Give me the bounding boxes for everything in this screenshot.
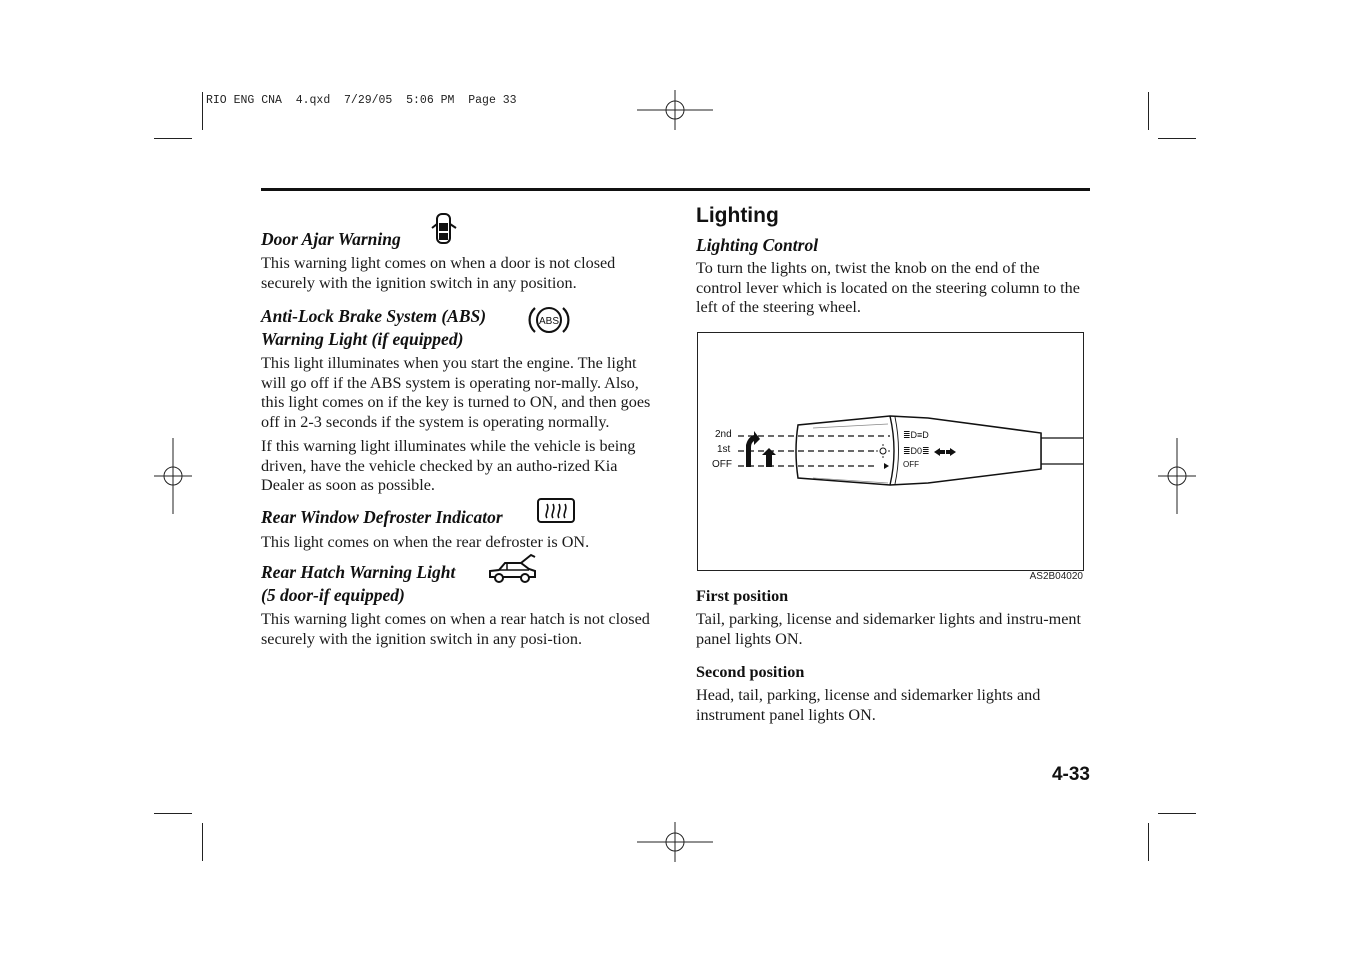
abs-section <box>261 305 656 496</box>
svg-text:≣D0≣: ≣D0≣ <box>903 446 930 456</box>
lighting-control-heading: Lighting Control <box>696 235 819 255</box>
printer-slug: RIO ENG CNA 4.qxd 7/29/05 5:06 PM Page 33 <box>206 94 517 107</box>
figure-code: AS2B04020 <box>1029 571 1083 582</box>
position-label-2nd: 2nd <box>715 429 732 440</box>
abs-icon <box>527 303 571 337</box>
rear-hatch-section <box>261 561 656 649</box>
rear-hatch-body: This warning light comes on when a rear hatch is not closed securely with the ignition switch in any posi-tion. <box>261 610 650 648</box>
defroster-section <box>261 506 656 553</box>
lighting-switch-illustration <box>698 333 1083 570</box>
switch-off-label: OFF <box>903 460 919 469</box>
door-ajar-body: This warning light comes on when a door is not closed securely with the ignition switch in any position. <box>261 254 616 292</box>
abs-heading-line2: Warning Light (if equipped) <box>261 329 464 349</box>
left-column <box>261 208 656 654</box>
page-number: 4-33 <box>1051 764 1090 785</box>
rear-hatch-icon <box>487 553 539 585</box>
defroster-body: This light comes on when the rear defroster is ON. <box>261 532 590 551</box>
rear-hatch-heading-line2: (5 door-if equipped) <box>261 585 405 605</box>
lighting-title: Lighting <box>696 204 779 227</box>
positions-section <box>696 586 1086 730</box>
first-position-heading: First position <box>696 587 789 605</box>
svg-text:≣D≡D: ≣D≡D <box>903 430 929 440</box>
defroster-heading: Rear Window Defroster Indicator <box>261 506 503 527</box>
second-position-heading: Second position <box>696 663 805 681</box>
abs-icon-text: ABS <box>538 316 560 327</box>
position-label-off: OFF <box>712 459 732 470</box>
header-rule <box>261 188 1090 191</box>
abs-body-1: This light illuminates when you start the engine. The light will go off if the ABS system is operating nor-mally. Also, this light comes on if the key is turned to ON, and then goes off in 2-3 seconds if the system is operating normally. <box>261 354 651 431</box>
rear-hatch-heading-line1: Rear Hatch Warning Light <box>261 562 456 582</box>
rear-defroster-icon <box>537 498 575 524</box>
abs-body-2: If this warning light illuminates while the vehicle is being driven, have the vehicle checked by an autho-rized Kia Dealer as soon as possible. <box>261 437 636 494</box>
lighting-switch-figure <box>697 332 1084 571</box>
door-ajar-icon <box>431 212 457 246</box>
door-ajar-section <box>261 208 656 293</box>
first-position-body: Tail, parking, license and sidemarker lights and instru-ment panel lights ON. <box>696 610 1082 648</box>
abs-heading-line1: Anti-Lock Brake System (ABS) <box>261 306 487 326</box>
door-ajar-heading: Door Ajar Warning <box>261 229 401 249</box>
second-position-body: Head, tail, parking, license and sidemarker lights and instrument panel lights ON. <box>696 686 1041 724</box>
right-column <box>696 204 1086 323</box>
lighting-intro: To turn the lights on, twist the knob on the end of the control lever which is located on the steering column to the left of the steering wheel. <box>696 259 1080 316</box>
position-label-1st: 1st <box>717 444 731 455</box>
